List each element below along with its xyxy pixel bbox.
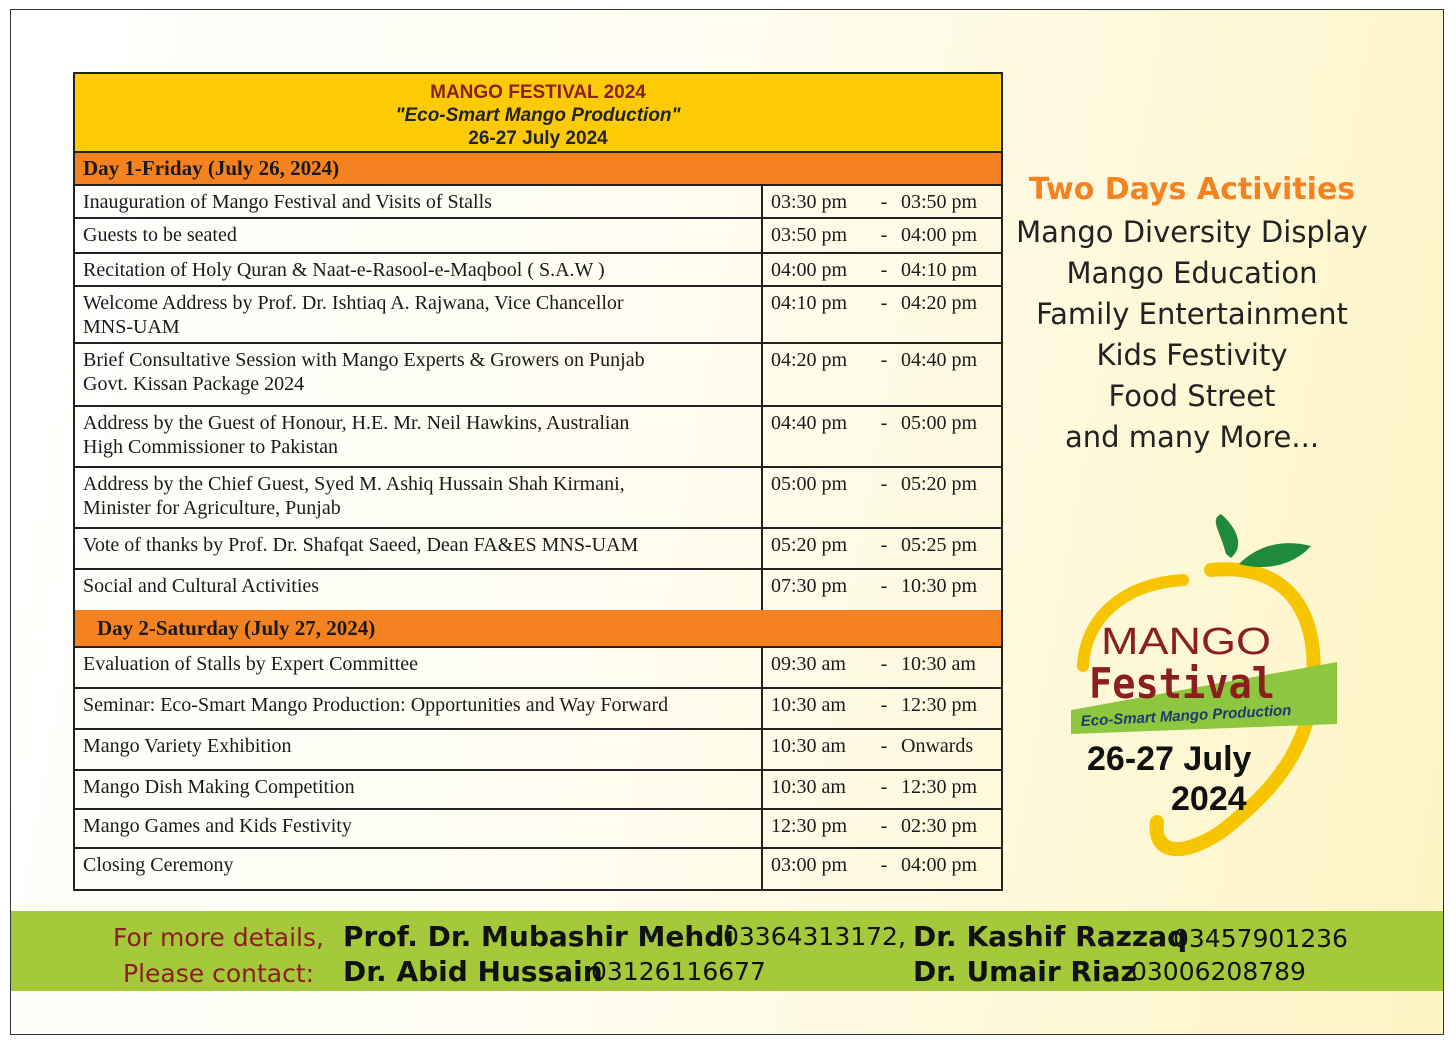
logo-tagline: Eco-Smart Mango Production [1080,701,1292,730]
time-separator: - [880,534,888,556]
activity-text-continued: High Commissioner to Pakistan [83,436,338,458]
activity-cell [75,730,763,769]
festival-dates: 26-27 July 2024 [468,128,608,149]
start-time: 05:00 pm [771,473,848,495]
day1-heading: Day 1-Friday (July 26, 2024) [75,153,1001,186]
logo-date-line1: 26-27 July [1087,740,1252,778]
activity-item: and many More... [1064,420,1320,454]
activity-cell [75,219,763,252]
activities-list [1011,212,1373,458]
time-separator: - [880,292,888,314]
activity-text: Brief Consultative Session with Mango Experts & Growers on Punjab [83,349,645,371]
contact-name-hussain: Dr. Abid Hussain [343,955,603,988]
activity-text: Social and Cultural Activities [83,575,320,597]
activity-cell [75,468,763,527]
contact-name-mehdi: Prof. Dr. Mubashir Mehdi [343,920,734,953]
activity-text: Vote of thanks by Prof. Dr. Shafqat Saeed, Dean FA&ES MNS-UAM [83,534,639,556]
activity-cell [75,254,763,285]
mango-leaf-left-icon [1216,514,1238,558]
mango-leaf-right-icon [1239,543,1311,567]
time-cell [763,407,1001,466]
end-time: 04:10 pm [901,259,978,281]
end-time: 04:40 pm [901,349,978,371]
time-separator: - [880,575,888,597]
activity-text: Mango Games and Kids Festivity [83,815,352,837]
poster [10,9,1444,1035]
time-separator: - [880,653,888,675]
contact-name-riaz: Dr. Umair Riaz [913,955,1137,988]
end-time: Onwards [901,735,974,757]
start-time: 10:30 am [771,776,846,798]
schedule-row [75,570,1001,610]
activities-heading: Two Days Activities [1028,172,1356,207]
activity-item: Family Entertainment [1036,297,1348,331]
schedule-row [75,344,1001,407]
activity-cell [75,186,763,217]
activity-cell [75,407,763,466]
activity-cell [75,529,763,568]
start-time: 03:30 pm [771,191,848,213]
day2-rows [75,648,1001,889]
activity-item: Kids Festivity [1096,338,1288,372]
schedule-row [75,810,1001,849]
schedule-row [75,219,1001,254]
time-separator: - [880,735,888,757]
start-time: 10:30 am [771,694,846,716]
time-cell [763,186,1001,217]
time-cell [763,810,1001,847]
activity-cell [75,648,763,687]
time-cell [763,730,1001,769]
festival-title: MANGO FESTIVAL 2024 [430,82,646,103]
time-cell [763,849,1001,889]
schedule-row [75,407,1001,468]
contact-label-line2: Please contact: [123,959,315,988]
start-time: 09:30 am [771,653,846,675]
end-time: 05:00 pm [901,412,978,434]
activity-text-continued: MNS-UAM [83,316,180,338]
activity-text: Address by the Guest of Honour, H.E. Mr. Neil Hawkins, Australian [83,412,630,434]
schedule-row [75,529,1001,570]
logo-word-festival: Festival [1089,659,1275,708]
time-separator: - [880,349,888,371]
time-separator: - [880,191,888,213]
schedule-row [75,186,1001,219]
schedule-row [75,771,1001,810]
activity-cell [75,689,763,728]
time-separator: - [880,412,888,434]
activity-cell [75,570,763,610]
logo-date-line2: 2024 [1171,780,1247,818]
activity-text-continued: Govt. Kissan Package 2024 [83,373,305,395]
time-cell [763,689,1001,728]
activity-text: Guests to be seated [83,224,237,246]
contact-phone-hussain: 03126116677 [591,957,766,986]
activity-text: Evaluation of Stalls by Expert Committee [83,653,418,675]
contact-label-line1: For more details, [113,923,324,952]
end-time: 10:30 pm [901,575,978,597]
schedule-table [73,72,1003,891]
schedule-row [75,287,1001,344]
activity-cell [75,287,763,342]
activity-text: Seminar: Eco-Smart Mango Production: Opportunities and Way Forward [83,694,669,716]
start-time: 03:50 pm [771,224,848,246]
schedule-header [75,74,1001,153]
contact-phone-mehdi: 03364313172, [723,922,906,951]
start-time: 05:20 pm [771,534,848,556]
start-time: 07:30 pm [771,575,848,597]
schedule-row [75,254,1001,287]
activity-text: Closing Ceremony [83,854,234,876]
activity-text: Recitation of Holy Quran & Naat-e-Rasool-e-Maqbool ( S.A.W ) [83,259,605,281]
time-cell [763,570,1001,610]
time-cell [763,219,1001,252]
end-time: 12:30 pm [901,776,978,798]
contact-footer [11,911,1443,991]
end-time: 12:30 pm [901,694,978,716]
time-cell [763,287,1001,342]
activity-cell [75,849,763,889]
end-time: 02:30 pm [901,815,978,837]
time-cell [763,344,1001,405]
activity-item: Mango Education [1066,256,1318,290]
time-cell [763,648,1001,687]
activity-cell [75,810,763,847]
activity-text: Mango Dish Making Competition [83,776,355,798]
mango-festival-logo [1061,502,1361,862]
time-separator: - [880,854,888,876]
activity-text: Inauguration of Mango Festival and Visits of Stalls [83,191,492,213]
end-time: 04:00 pm [901,224,978,246]
end-time: 04:00 pm [901,854,978,876]
time-separator: - [880,224,888,246]
time-separator: - [880,259,888,281]
end-time: 04:20 pm [901,292,978,314]
schedule-row [75,468,1001,529]
start-time: 10:30 am [771,735,846,757]
contact-phone-razzaq: 03457901236 [1173,924,1348,953]
end-time: 10:30 am [901,653,976,675]
schedule-row [75,849,1001,889]
time-separator: - [880,473,888,495]
time-separator: - [880,776,888,798]
activities-panel [1011,168,1373,458]
start-time: 04:40 pm [771,412,848,434]
time-cell [763,771,1001,808]
schedule-row [75,689,1001,730]
time-cell [763,254,1001,285]
start-time: 04:20 pm [771,349,848,371]
time-cell [763,529,1001,568]
activity-item: Food Street [1108,379,1276,413]
activity-item: Mango Diversity Display [1016,215,1368,249]
schedule-row [75,730,1001,771]
contact-phone-riaz: 03006208789 [1131,957,1306,986]
schedule-row [75,648,1001,689]
contact-name-razzaq: Dr. Kashif Razzaq [913,920,1188,953]
start-time: 12:30 pm [771,815,848,837]
activity-cell [75,771,763,808]
day2-heading: Day 2-Saturday (July 27, 2024) [75,610,1001,648]
end-time: 05:20 pm [901,473,978,495]
start-time: 03:00 pm [771,854,848,876]
activity-text: Mango Variety Exhibition [83,735,292,757]
activity-text: Welcome Address by Prof. Dr. Ishtiaq A. Rajwana, Vice Chancellor [83,292,624,314]
start-time: 04:10 pm [771,292,848,314]
end-time: 05:25 pm [901,534,978,556]
activity-cell [75,344,763,405]
logo-word-mango: MANGO [1101,621,1271,663]
festival-theme: "Eco-Smart Mango Production" [395,105,681,126]
time-separator: - [880,694,888,716]
start-time: 04:00 pm [771,259,848,281]
time-separator: - [880,815,888,837]
time-cell [763,468,1001,527]
activity-text-continued: Minister for Agriculture, Punjab [83,497,341,519]
day1-rows [75,186,1001,610]
activity-text: Address by the Chief Guest, Syed M. Ashiq Hussain Shah Kirmani, [83,473,625,495]
end-time: 03:50 pm [901,191,978,213]
